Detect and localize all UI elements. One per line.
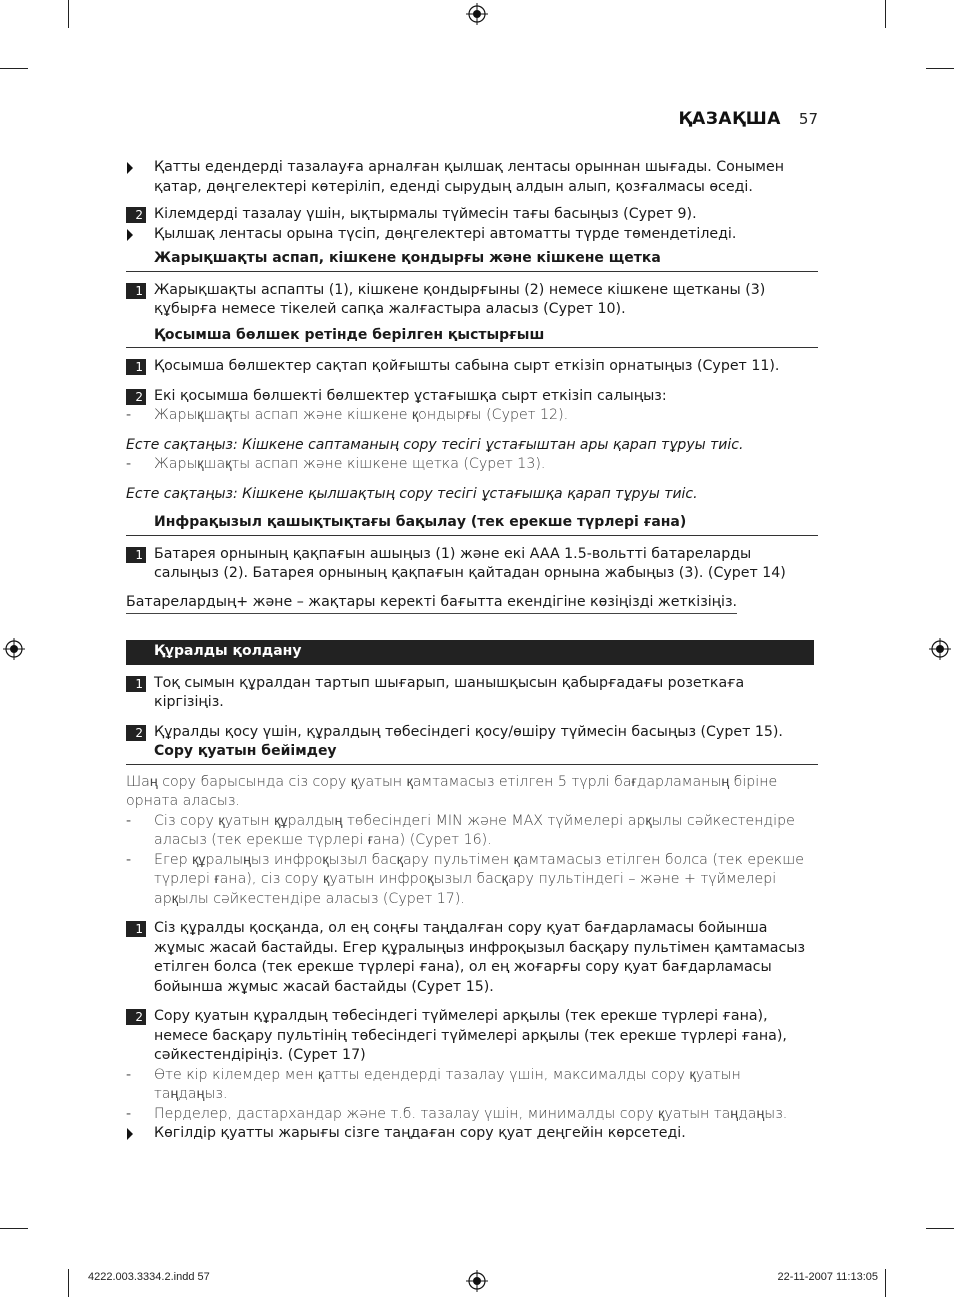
registration-mark-icon bbox=[929, 638, 951, 660]
footer-file: 4222.003.3334.2.indd 57 bbox=[88, 1271, 210, 1283]
note-text: Есте сақтаңыз: Кішкене қылшақтың сору тесігі ұстағышқа қарап тұруы тиіс. bbox=[126, 485, 698, 502]
step-item bbox=[126, 357, 818, 377]
dash-item bbox=[126, 406, 818, 426]
item-text: Жарықшақты аспап және кішкене щетка (Сурет 13). bbox=[154, 456, 546, 472]
item-text: Сіз сору қуатын құралдың төбесіндегі MIN және MAX түймелері арқылы сәйкестендіре аласыз (тек ерекше түрлері ғана) (Сурет 16). bbox=[154, 812, 795, 848]
dash-marker: - bbox=[126, 1066, 132, 1083]
section-subheading: Қосымша бөлшек ретінде берілген қыстырғыш bbox=[126, 326, 818, 349]
underlined-text: Батарелардың+ және – жақтары керекті бағытта екендігіне көзіңізді жеткізіңіз. bbox=[126, 593, 737, 615]
step-number: 1 bbox=[126, 676, 146, 692]
step-number: 2 bbox=[126, 1009, 146, 1025]
step-number: 2 bbox=[126, 389, 146, 405]
item-text: Екі қосымша бөлшекті бөлшектер ұстағышқа сырт еткізіп салыңыз: bbox=[154, 387, 667, 404]
item-text: Қосымша бөлшектер сақтап қойғышты сабына сырт еткізіп орнатыңыз (Сурет 11). bbox=[154, 358, 780, 374]
paragraph: Шаң сору барысында сіз сору қуатын қамтамасыз етілген 5 түрлі бағдарламаның біріне орната аласыз. bbox=[126, 773, 778, 809]
step-item bbox=[126, 723, 818, 743]
item-text: Кілемдерді тазалау үшін, ықтырмалы түймесін тағы басыңыз (Сурет 9). bbox=[154, 206, 697, 222]
step-item bbox=[126, 205, 818, 225]
registration-mark-icon bbox=[466, 1270, 488, 1292]
result-item bbox=[126, 158, 818, 197]
item-text: Сіз құралды қосқанда, ол ең соңғы таңдалған сору қуат бағдарламасы бойынша жұмыс жасай бастайды. Егер құралыңыз инфроқызыл басқару пультімен қамтамасыз етілген болса (тек ерекше түрлері ғана), ол ең жоғарғы сору қуат бағдарламасы бойынша жұмыс жасай бастайды (Сурет 15). bbox=[154, 920, 805, 995]
section-subheading: Жарықшақты аспап, кішкене қондырғы және кішкене щетка bbox=[126, 249, 818, 272]
dash-marker: - bbox=[126, 812, 132, 829]
dash-item bbox=[126, 851, 818, 910]
item-text: Сору қуатын құралдың төбесіндегі түймелері арқылы (тек ерекше түрлері ғана), немесе басқару пультінің төбесіндегі түймелері арқылы (тек ерекше түрлері ғана), сәйкестендіріңіз. (Сурет 17) bbox=[154, 1008, 787, 1063]
step-item bbox=[126, 674, 818, 713]
triangle-bullet-icon bbox=[127, 162, 133, 174]
step-number: 1 bbox=[126, 547, 146, 563]
item-text: Жарықшақты аспапты (1), кішкене қондырғыны (2) немесе кішкене щетканы (3) құбырға немесе тікелей сапқа жалғастыра аласыз (Сурет 10). bbox=[154, 281, 766, 317]
item-text: Өте кір кілемдер мен қатты едендерді тазалау үшін, максималды сору қуатын таңдаңыз. bbox=[154, 1066, 741, 1102]
triangle-bullet-icon bbox=[127, 229, 133, 241]
crop-mark bbox=[926, 68, 954, 69]
dash-marker: - bbox=[126, 851, 132, 868]
dash-item bbox=[126, 455, 818, 475]
step-number: 1 bbox=[126, 359, 146, 375]
item-text: Жарықшақты аспап және кішкене қондырғы (Сурет 12). bbox=[154, 407, 569, 423]
item-text: Перделер, дастархандар және т.б. тазалау үшін, минималды сору қуатын таңдаңыз. bbox=[154, 1105, 788, 1122]
footer-datetime: 22-11-2007 11:13:05 bbox=[777, 1271, 878, 1283]
item-text: Егер құралыңыз инфроқызыл басқару пультімен қамтамасыз етілген болса (тек ерекше түрлері ғана), сіз сору қуатын инфроқызыл басқару пультіндегі – және + түймелері арқылы сәйкестендіре аласыз (Сурет 17). bbox=[154, 851, 804, 907]
crop-mark bbox=[68, 0, 69, 28]
crop-mark bbox=[926, 1228, 954, 1229]
dash-item bbox=[126, 1105, 818, 1125]
step-item bbox=[126, 545, 818, 584]
step-item bbox=[126, 1007, 818, 1066]
section-subheading: Инфрақызыл қашықтықтағы бақылау (тек ерекше түрлері ғана) bbox=[126, 513, 818, 536]
dash-marker: - bbox=[126, 1105, 132, 1122]
registration-mark-icon bbox=[466, 3, 488, 25]
step-item bbox=[126, 919, 818, 997]
underlined-note bbox=[126, 593, 818, 615]
item-text: Көгілдір қуатты жарығы сізге таңдаған сору қуат деңгейін көрсетеді. bbox=[154, 1125, 686, 1141]
item-text: Батарея орнының қақпағын ашыңыз (1) және екі AAA 1.5-вольтті батареларды салыңыз (2). Батарея орнының қақпағын қайтадан орнына жабыңыз (3). (Сурет 14) bbox=[154, 545, 786, 581]
item-text: Тоқ сымын құралдан тартып шығарып, шанышқысын қабырғадағы розеткаға кіргізіңіз. bbox=[154, 674, 745, 710]
section-subheading: Сору қуатын бейімдеу bbox=[126, 742, 818, 765]
step-number: 1 bbox=[126, 283, 146, 299]
note-text: Есте сақтаңыз: Кішкене саптаманың сору тесігі ұстағыштан ары қарап тұруы тиіс. bbox=[126, 436, 744, 453]
section-heading-band: Құралды қолдану bbox=[126, 640, 814, 665]
item-text: Құралды қосу үшін, құралдың төбесіндегі қосу/өшіру түймесін басыңыз (Сурет 15). bbox=[154, 723, 783, 740]
dash-item bbox=[126, 812, 818, 851]
dash-marker: - bbox=[126, 407, 132, 423]
step-item bbox=[126, 387, 818, 407]
document-body bbox=[126, 158, 818, 1144]
result-item bbox=[126, 225, 818, 245]
crop-mark bbox=[885, 0, 886, 28]
page-number: 57 bbox=[798, 110, 818, 128]
item-text: Қатты едендерді тазалауға арналған қылшақ лентасы орыннан шығады. Сонымен қатар, дөңгелектері көтеріліп, еденді сырудың алдын алып, қозғалмасы өседі. bbox=[154, 159, 784, 195]
language-label: ҚАЗАҚША bbox=[678, 109, 781, 129]
dash-item bbox=[126, 1066, 818, 1105]
step-number: 1 bbox=[126, 921, 146, 937]
result-item bbox=[126, 1124, 818, 1144]
registration-mark-icon bbox=[3, 638, 25, 660]
page-header bbox=[679, 109, 819, 129]
item-text: Қылшақ лентасы орына түсіп, дөңгелектері автоматты түрде төмендетіледі. bbox=[154, 225, 737, 242]
step-number: 2 bbox=[126, 207, 146, 223]
crop-mark bbox=[885, 1269, 886, 1297]
crop-mark bbox=[68, 1269, 69, 1297]
step-number: 2 bbox=[126, 725, 146, 741]
triangle-bullet-icon bbox=[127, 1128, 133, 1140]
crop-mark bbox=[0, 1228, 28, 1229]
dash-marker: - bbox=[126, 456, 132, 472]
crop-mark bbox=[0, 68, 28, 69]
step-item bbox=[126, 281, 818, 320]
